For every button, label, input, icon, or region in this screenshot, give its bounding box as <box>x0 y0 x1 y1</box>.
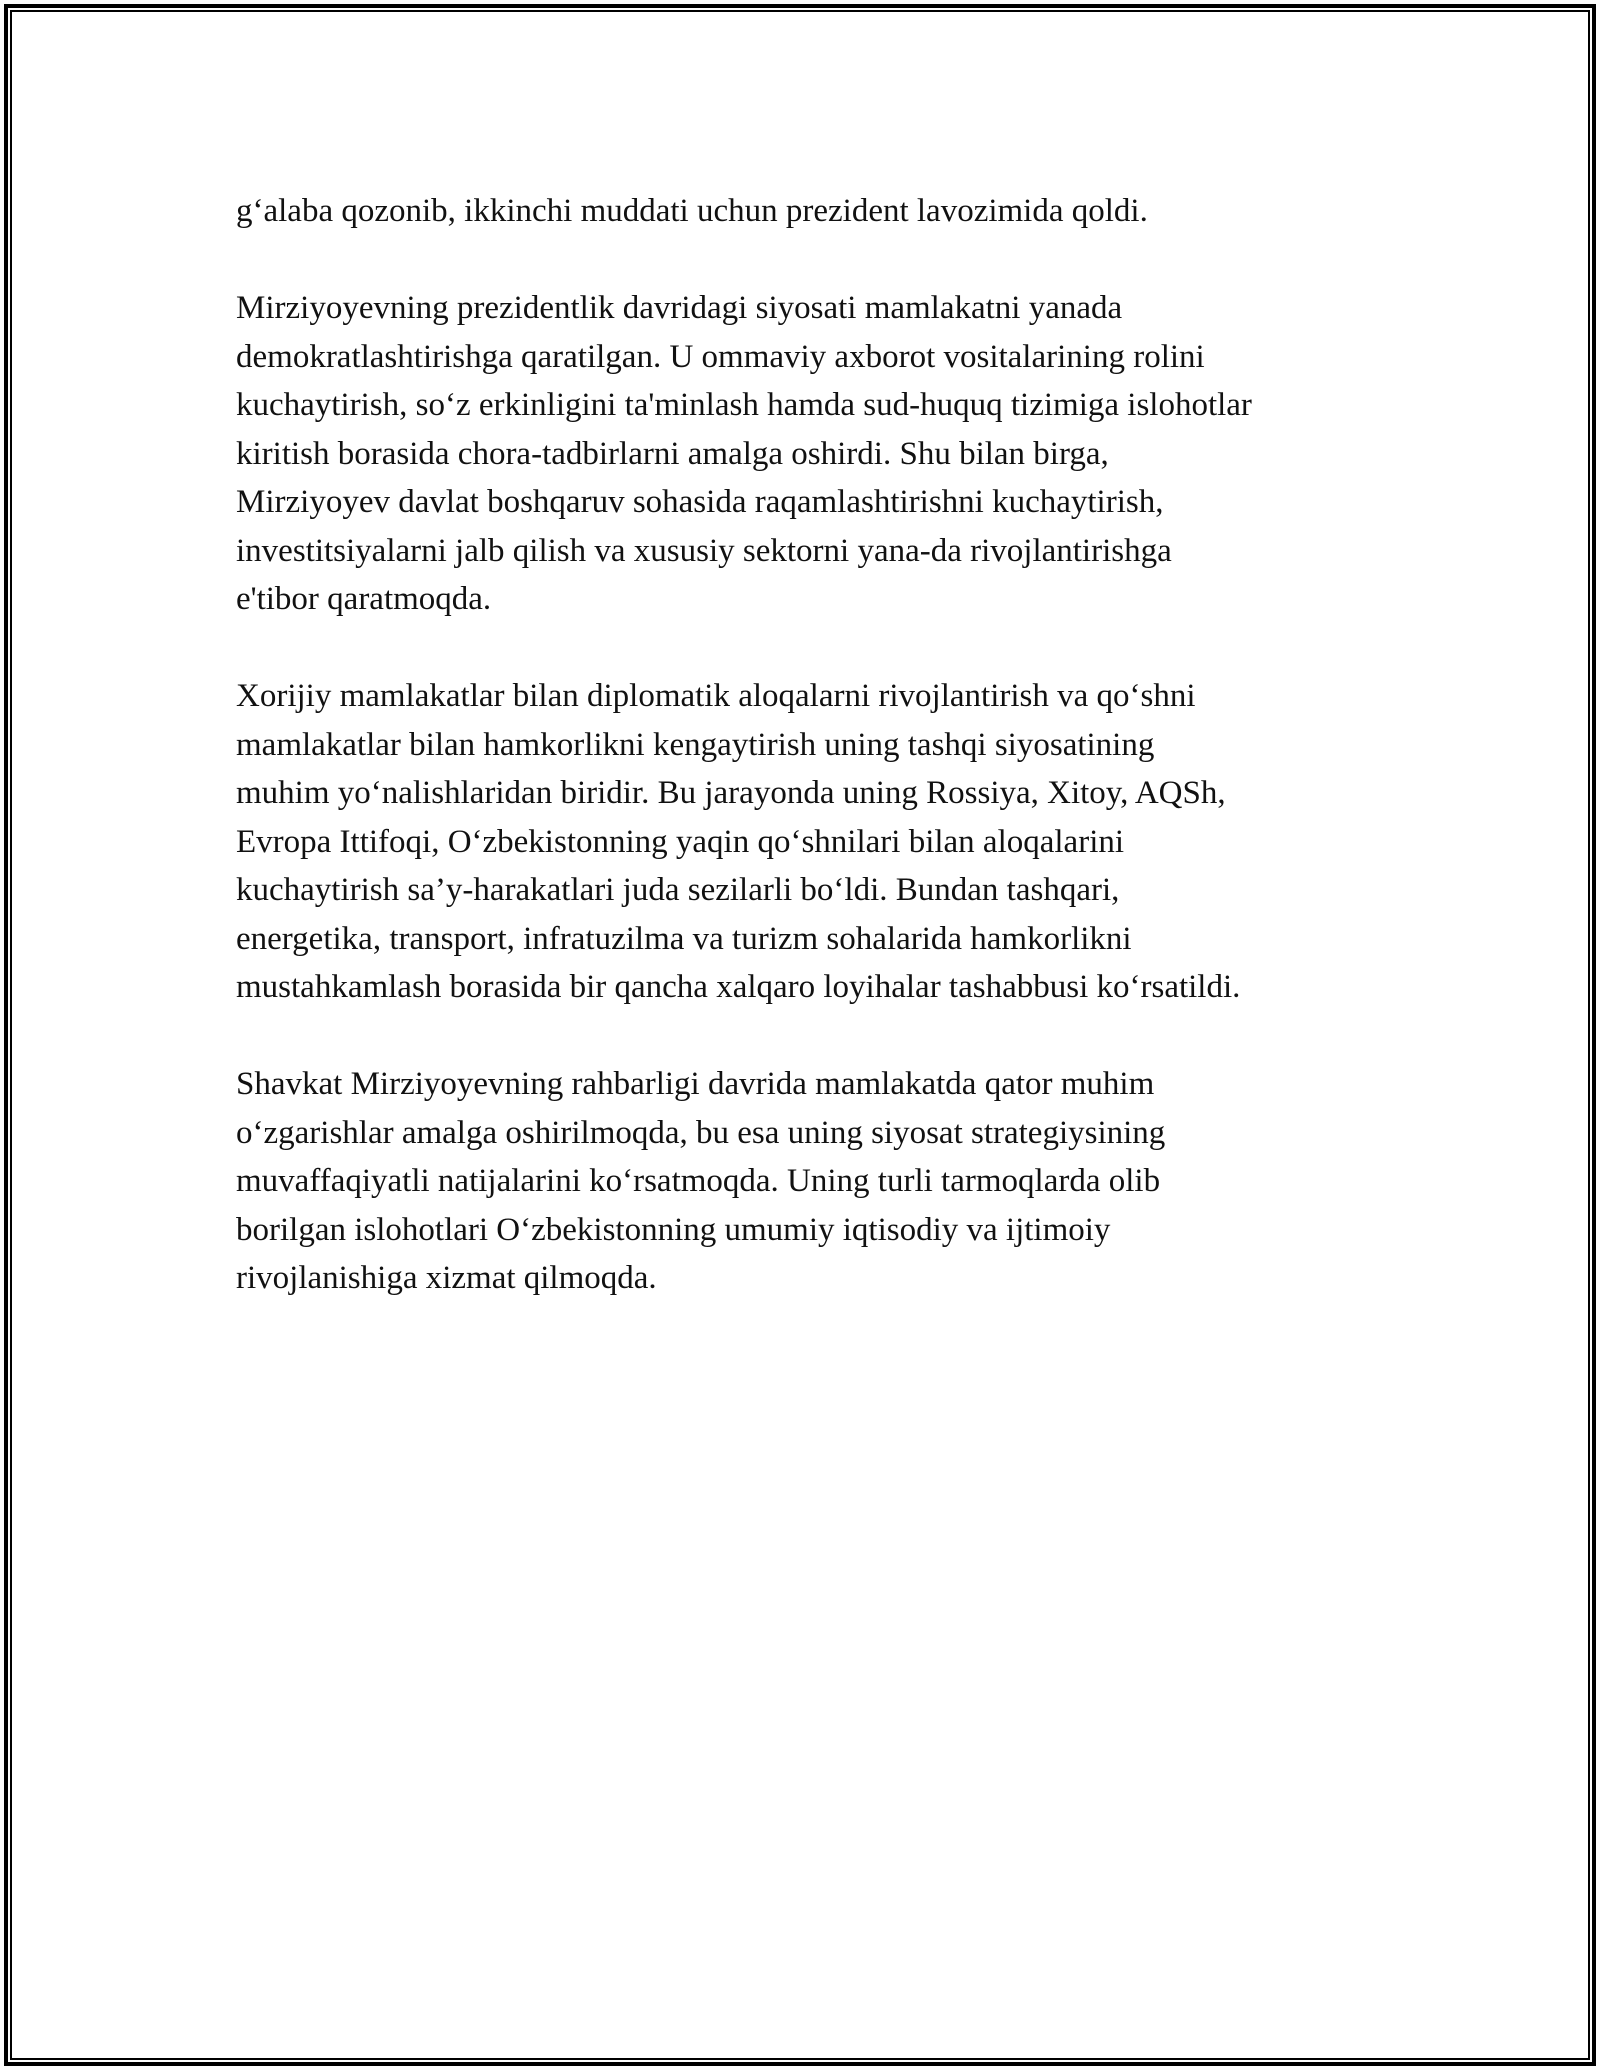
paragraph-1: g‘alaba qozonib, ikkinchi muddati uchun prezident lavozimida qoldi. <box>236 193 1148 229</box>
paragraph-3: Xorijiy mamlakatlar bilan diplomatik aloqalarni rivojlantirish va qo‘shni mamlakatlar bilan hamkorlikni kengaytirish uning tashqi siyosatining muhim yo‘nalishlaridan biridir. Bu jarayonda uning Rossiya, Xitoy, AQSh, Evropa Ittifoqi, O‘zbekistonning yaqin qo‘shnilari bilan aloqalarini kuchaytirish sa’y-harakatlari juda sezilarli bo‘ldi. Bundan tashqari, energetika, transport, infratuzilma va turizm sohalarida hamkorlikni mustahkamlash borasida bir qancha xalqaro loyihalar tashabbusi ko‘rsatildi. <box>236 678 1241 1005</box>
paragraph-4: Shavkat Mirziyoyevning rahbarligi davrida mamlakatda qator muhim o‘zgarishlar amalga oshirilmoqda, bu esa uning siyosat strategiysining muvaffaqiyatli natijalarini ko‘rsatmoqda. Uning turli tarmoqlarda olib borilgan islohotlari O‘zbekistonning umumiy iqtisodiy va ijtimoiy rivojlanishiga xizmat qilmoqda. <box>236 1066 1166 1296</box>
paragraph-2: Mirziyoyevning prezidentlik davridagi siyosati mamlakatni yanada demokratlashtirishga qaratilgan. U ommaviy axborot vositalarining rolini kuchaytirish, so‘z erkinligini ta'minlash hamda sud-huquq tizimiga islohotlar kiritish borasida chora-tadbirlarni amalga oshirdi. Shu bilan birga, Mirziyoyev davlat boshqaruv sohasida raqamlashtirishni kuchaytirish, investitsiyalarni jalb qilish va xususiy sektorni yana-da rivojlantirishga e'tibor qaratmoqda. <box>236 290 1252 617</box>
document-body <box>236 187 1376 1351</box>
